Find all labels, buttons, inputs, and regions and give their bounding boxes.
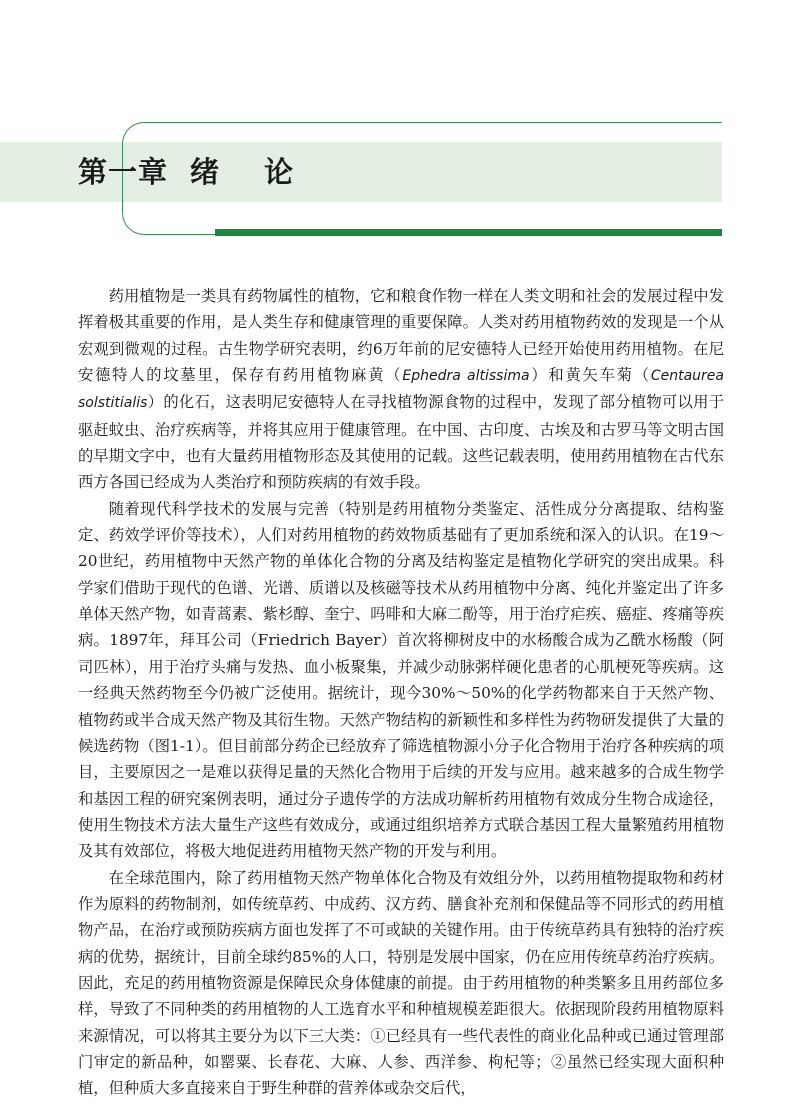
body-text xyxy=(78,283,724,1102)
paragraph-3: 在全球范围内，除了药用植物天然产物单体化合物及有效组分外，以药用植物提取物和药材作为原料的药物制剂，如传统草药、中成药、汉方药、膳食补充剂和保健品等不同形式的药用植物产品，在治疗或预防疾病方面也发挥了不可或缺的关键作用。由于传统草药具有独特的治疗疾病的优势，据统计，目前全球约85%的人口，特别是发展中国家，仍在应用传统草药治疗疾病。因此，充足的药用植物资源是保障民众身体健康的前提。由于药用植物的种类繁多且用药部位多样，导致了不同种类的药用植物的人工选育水平和种植规模差距很大。依据现阶段药用植物原料来源情况，可以将其主要分为以下三大类：①已经具有一些代表性的商业化品种或已通过管理部门审定的新品种，如罂粟、长春花、大麻、人参、西洋参、枸杞等；②虽然已经实现大面积种植，但种质大多直接来自于野生种群的营养体或杂交后代， xyxy=(78,868,724,1098)
paragraph-1-text-a: 药用植物是一类具有药物属性的植物，它和粮食作物一样在人类文明和社会的发展过程中发挥着极其重要的作用，是人类生存和健康管理的重要保障。人类对药用植物药效的发现是一个从宏观到微观的过程。古生物学研究表明，约6万年前的尼安德特人已经开始使用药用植物。在尼安德特人的坟墓里，保存有药用植物麻黄（ xyxy=(78,287,724,385)
paragraph-1-text-b: ）和黄矢车菊（ xyxy=(529,366,651,385)
latin-name-centaurea: Centaurea solstitialis xyxy=(78,368,724,412)
chapter-label: 第一章 xyxy=(78,155,169,189)
paragraph-1-text-c: ）的化石，这表明尼安德特人在寻找植物源食物的过程中，发现了部分植物可以用于驱赶蚊虫、治疗疾病等，并将其应用于健康管理。在中国、古印度、古埃及和古罗马等文明古国的早期文字中，也有大量药用植物形态及其使用的记载。这些记载表明，使用药用植物在古代东西方各国已经成为人类治疗和预防疾病的有效手段。 xyxy=(78,393,724,492)
chapter-title xyxy=(78,150,294,194)
chapter-title-char-1: 绪 xyxy=(190,155,221,189)
latin-name-ephedra: Ephedra altissima xyxy=(402,368,530,385)
paragraph-1 xyxy=(78,283,724,496)
paragraph-2: 随着现代科学技术的发展与完善（特别是药用植物分类鉴定、活性成分分离提取、结构鉴定、药效学评价等技术），人们对药用植物的药效物质基础有了更加系统和深入的认识。在19～20世纪，药用植物中天然产物的单体化合物的分离及结构鉴定是植物化学研究的突出成果。科学家们借助于现代的色谱、光谱、质谱以及核磁等技术从药用植物中分离、纯化并鉴定出了许多单体天然产物，如青蒿素、紫杉醇、奎宁、吗啡和大麻二酚等，用于治疗疟疾、癌症、疼痛等疾病。1897年，拜耳公司（Friedrich Bayer）首次将柳树皮中的水杨酸合成为乙酰水杨酸（阿司匹林），用于治疗头痛与发热、血小板聚集，并减少动脉粥样硬化患者的心肌梗死等疾病。这一经典天然药物至今仍被广泛使用。据统计，现今30%～50%的化学药物都来自于天然产物、植物药或半合成天然产物及其衍生物。天然产物结构的新颖性和多样性为药物研发提供了大量的候选药物（图1-1）。但目前部分药企已经放弃了筛选植物源小分子化合物用于治疗各种疾病的项目，主要原因之一是难以获得足量的天然化合物用于后续的开发与应用。越来越多的合成生物学和基因工程的研究案例表明，通过分子遗传学的方法成功解析药用植物有效成分生物合成途径，使用生物技术方法大量生产这些有效成分，或通过组织培养方式联合基因工程大量繁殖药用植物及其有效部位，将极大地促进药用植物天然产物的开发与利用。 xyxy=(78,499,724,861)
chapter-title-char-2: 论 xyxy=(264,155,295,189)
chapter-header-accent-bar xyxy=(215,229,722,236)
